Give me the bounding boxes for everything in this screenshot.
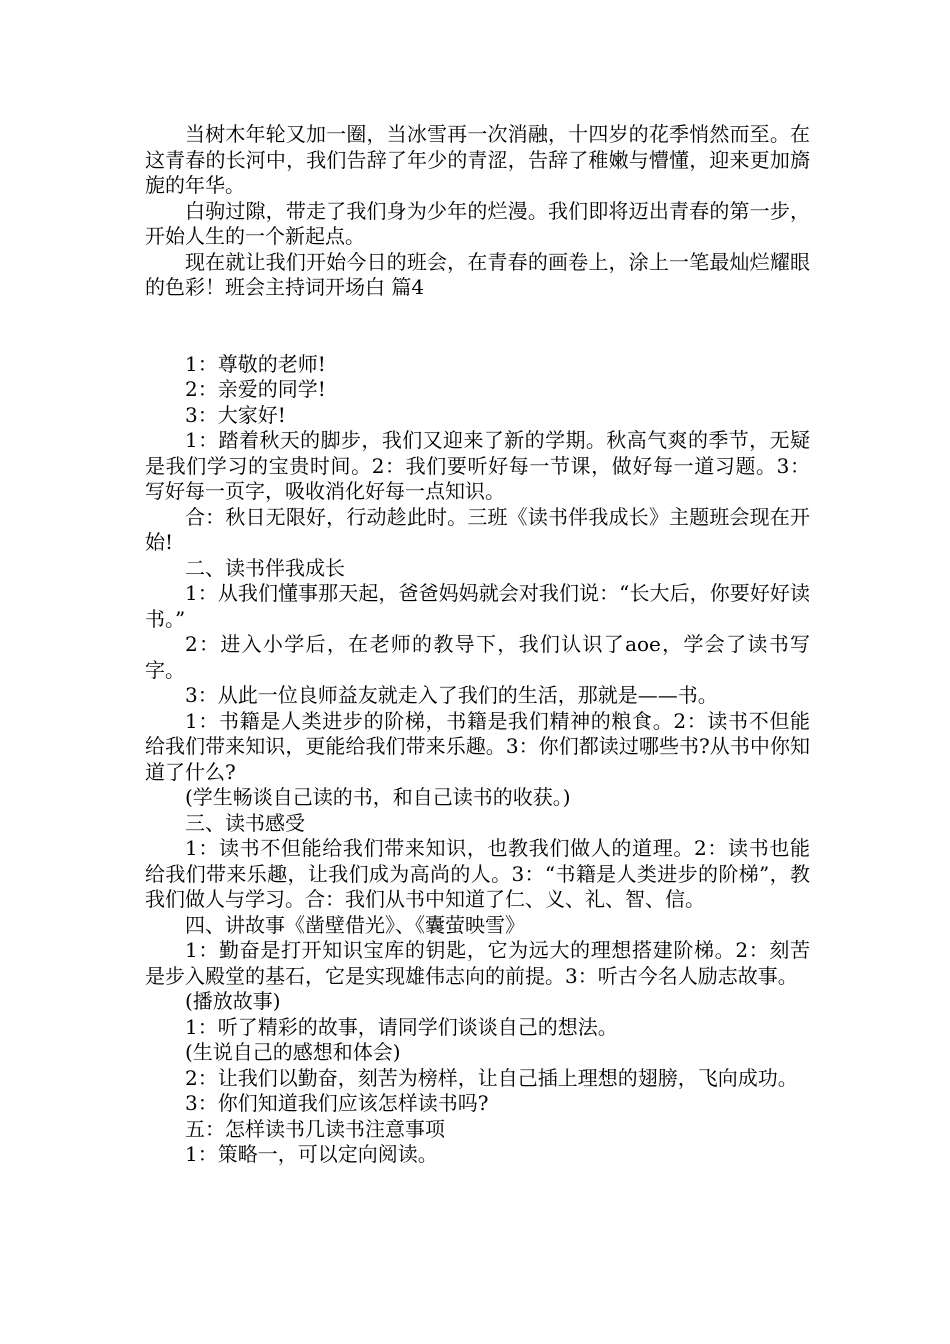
paragraph: 当树木年轮又加一圈，当冰雪再一次消融，十四岁的花季悄然而至。在这青春的长河中，我们告辞了年少的青涩，告辞了稚嫩与懵懂，迎来更加旖旎的年华。: [145, 122, 810, 197]
paragraph: 3：大家好!: [185, 402, 286, 427]
paragraph: 现在就让我们开始今日的班会，在青春的画卷上，涂上一笔最灿烂耀眼的色彩！班会主持词开场白 篇4: [145, 249, 810, 299]
paragraph: 1：书籍是人类进步的阶梯，书籍是我们精神的粮食。2：读书不但能给我们带来知识，更能给我们带来乐趣。3：你们都读过哪些书?从书中你知道了什么?: [145, 708, 810, 784]
section-heading: 四、讲故事《凿壁借光》、《囊萤映雪》: [185, 912, 525, 937]
paragraph: 合：秋日无限好，行动趁此时。三班《读书伴我成长》主题班会现在开始!: [145, 504, 810, 554]
paragraph: (生说自己的感想和体会): [185, 1040, 401, 1064]
paragraph: 1：策略一，可以定向阅读。: [185, 1142, 438, 1166]
paragraph: 2：让我们以勤奋，刻苦为榜样，让自己插上理想的翅膀，飞向成功。: [185, 1065, 798, 1090]
paragraph: 1：尊敬的老师!: [185, 351, 326, 376]
paragraph: 1：读书不但能给我们带来知识，也教我们做人的道理。2：读书也能给我们带来乐趣，让我们成为高尚的人。3：“书籍是人类进步的阶梯”，教我们做人与学习。合：我们从书中知道了仁、义、礼、智、信。: [145, 836, 810, 911]
paragraph: 1：踏着秋天的脚步，我们又迎来了新的学期。秋高气爽的季节，无疑是我们学习的宝贵时间。2：我们要听好每一节课，做好每一道习题。3：写好每一页字，吸收消化好每一点知识。: [145, 428, 810, 503]
section-heading: 五：怎样读书几读书注意事项: [185, 1116, 445, 1141]
paragraph: 2：亲爱的同学!: [185, 377, 326, 401]
paragraph: (学生畅谈自己读的书，和自己读书的收获。): [185, 785, 571, 809]
paragraph: 1：从我们懂事那天起，爸爸妈妈就会对我们说：“长大后，你要好好读书。”: [145, 581, 810, 631]
section-heading: 三、读书感受: [185, 810, 305, 835]
paragraph: 白驹过隙，带走了我们身为少年的烂漫。我们即将迈出青春的第一步，开始人生的一个新起点。: [145, 198, 810, 248]
paragraph: 2：进入小学后，在老师的教导下，我们认识了aoe，学会了读书写字。: [145, 632, 810, 682]
document-page: [145, 122, 810, 1168]
paragraph: 3：从此一位良师益友就走入了我们的生活，那就是——书。: [185, 683, 718, 707]
paragraph: 1：勤奋是打开知识宝库的钥匙，它为远大的理想搭建阶梯。2：刻苦是步入殿堂的基石，它是实现雄伟志向的前提。3：听古今名人励志故事。: [145, 938, 810, 988]
paragraph: 1：听了精彩的故事，请同学们谈谈自己的想法。: [185, 1014, 618, 1039]
section-heading: 二、读书伴我成长: [185, 555, 345, 580]
blank-gap: [145, 301, 810, 352]
paragraph: (播放故事): [185, 989, 281, 1013]
paragraph: 3：你们知道我们应该怎样读书吗?: [185, 1091, 489, 1115]
